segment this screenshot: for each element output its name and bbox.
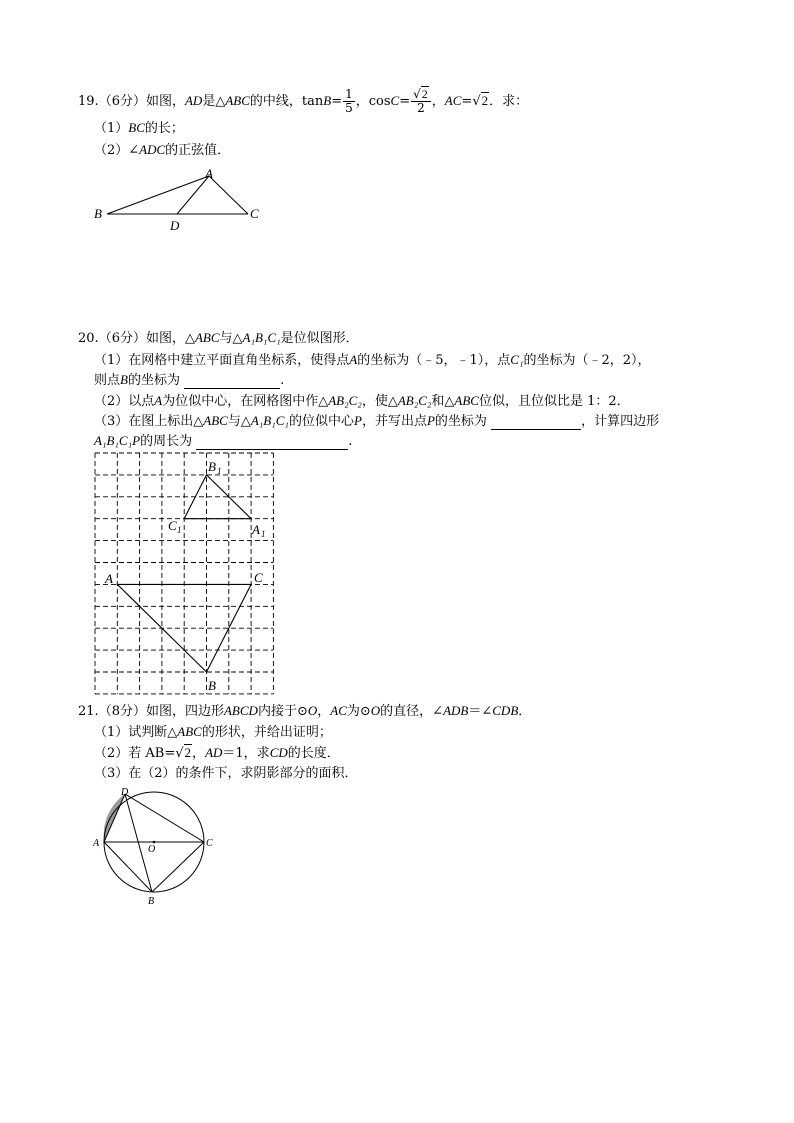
q19-part2: （2）∠ADC的正弦值． — [94, 142, 231, 158]
ac-sqrt: √2 — [472, 93, 489, 109]
ab-sqrt: √2 — [175, 745, 192, 761]
q20-part3: （3）在图上标出△ABC与△A₁B₁C₁的位似中心P，并写出点P的坐标为 ，计算四边形 — [94, 413, 660, 429]
q20-stem: 20.（6分）如图，△ABC与△A₁B₁C₁是位似图形． — [78, 330, 359, 346]
label-C: C — [254, 570, 263, 585]
label-D: D — [121, 787, 129, 798]
label-O: O — [148, 844, 156, 855]
q21-part2: （2）若 AB=√2，AD＝1，求CD的长度． — [94, 745, 340, 761]
svg-text:1: 1 — [217, 466, 222, 476]
label-B1: B — [208, 459, 216, 474]
cos-fraction: $\frac{√2}{2}$ — [411, 88, 431, 115]
q21-circle-figure — [90, 786, 220, 906]
label-A: A — [105, 571, 113, 586]
q20-part1: （1）在网格中建立平面直角坐标系，使得点A的坐标为（﹣5，﹣1），点C₁的坐标为（﹣2，2）， — [94, 352, 651, 368]
label-C1: C — [168, 518, 177, 533]
label-C: C — [206, 838, 213, 849]
label-C: C — [250, 206, 259, 221]
label-B: B — [208, 678, 216, 693]
answer-blank-perimeter[interactable] — [196, 436, 348, 450]
label-A1: A — [252, 522, 260, 537]
svg-text:1: 1 — [261, 529, 266, 539]
answer-blank-P[interactable] — [491, 416, 581, 430]
answer-blank-B[interactable] — [184, 375, 280, 389]
label-A: A — [205, 166, 213, 181]
q19-part1: （1）BC的长； — [94, 120, 184, 136]
tan-fraction: $\frac{1}{5}$ — [345, 87, 353, 115]
q20-part1-cont: 则点B的坐标为 . — [94, 372, 285, 388]
label-B: B — [148, 896, 155, 906]
label-B: B — [94, 206, 102, 221]
q20-grid-figure — [92, 450, 282, 700]
q21-part1: （1）试判断△ABC的形状，并给出证明； — [94, 724, 332, 740]
q19-stem: 19.（6分）如图，AD是△ABC的中线，tanB= $\frac{1}{5}$ ，cosC= $\frac{√2}{2}$ ，AC=√2．求： — [78, 87, 529, 115]
dashed-grid — [95, 453, 273, 694]
label-D: D — [170, 218, 180, 233]
q21-part3: （3）在（2）的条件下，求阴影部分的面积． — [94, 766, 358, 781]
label-A: A — [93, 838, 100, 849]
q19-triangle-figure — [90, 164, 270, 234]
svg-text:1: 1 — [177, 525, 182, 535]
q20-part3-cont: A₁B₁C₁P的周长为 . — [94, 433, 353, 449]
q20-part2: （2）以点A为位似中心，在网格图中作△AB₂C₂，使△AB₂C₂和△ABC位似，且位似比是 1：2． — [94, 393, 630, 409]
q21-stem: 21.（8分）如图，四边形ABCD内接于⊙O，AC为⊙O的直径，∠ADB＝∠CDB． — [78, 703, 532, 719]
